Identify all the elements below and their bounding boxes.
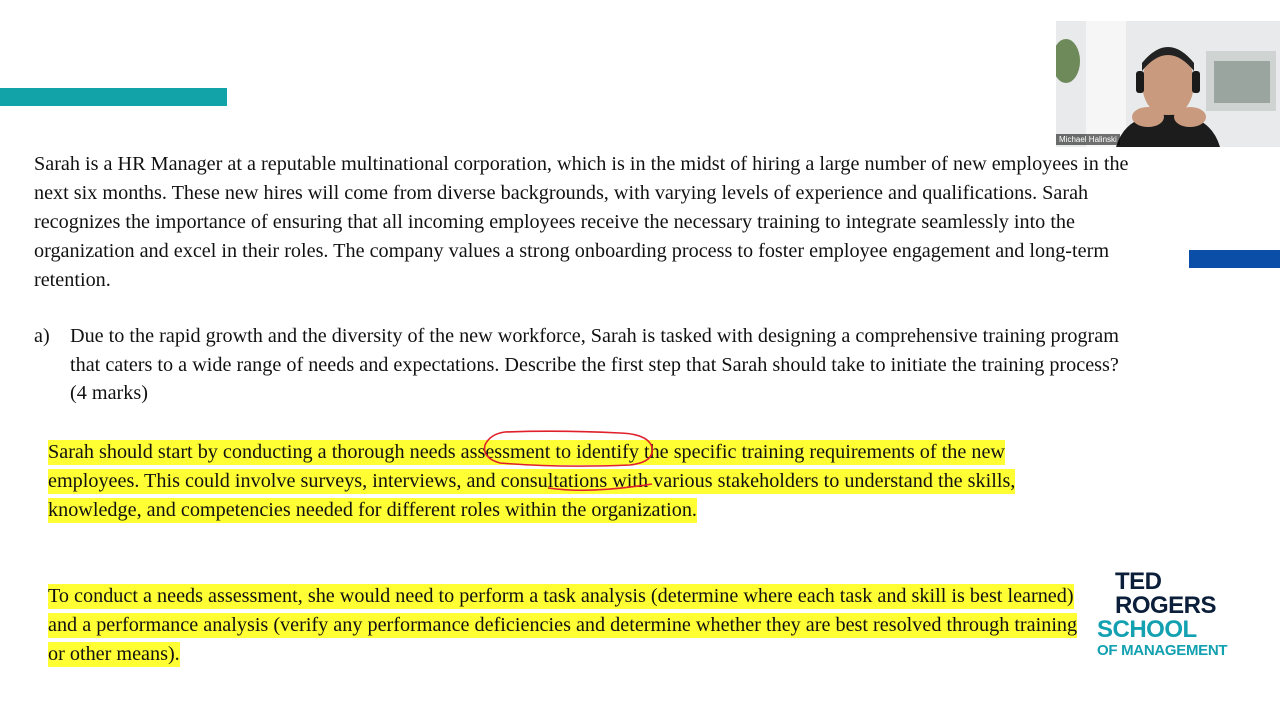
logo-line-school: SCHOOL [1097,616,1197,643]
answer-text-2: To conduct a needs assessment, she would need to perform a task analysis (determine where each task and skill is best learned) and a performance analysis (verify any performance deficiencies and determine whether they are best resolved through training or other means). [48,585,1078,665]
answer-paragraph-2 [48,582,1088,669]
scenario-paragraph: Sarah is a HR Manager at a reputable multinational corporation, which is in the midst of hiring a large number of new employees in the next six months. These new hires will come from diverse backgrounds, with varying levels of experience and qualifications. Sarah recognizes the importance of ensuring that all incoming employees receive the necessary training to integrate seamlessly into the organization and excel in their roles. The company values a strong onboarding process to foster employee engagement and long-term retention. [34,153,1129,291]
webcam-video [1056,21,1280,147]
blue-accent-bar [1189,250,1280,268]
question-label: a) [34,325,50,347]
logo-line-management: OF MANAGEMENT [1097,642,1228,659]
question-text: Due to the rapid growth and the diversity of the new workforce, Sarah is tasked with designing a comprehensive training program that caters to a wide range of needs and expectations. Describe the first step that Sarah should take to initiate the training process? (4 marks) [70,325,1119,405]
answer-text-1: Sarah should start by conducting a thorough needs assessment to identify the specific training requirements of the new employees. This could involve surveys, interviews, and consultations with various stakeholders to understand the skills, knowledge, and competencies needed for different roles within the organization. [48,441,1016,521]
webcam-tile[interactable] [1056,21,1280,147]
scenario-text [34,150,1144,295]
answer-paragraph-1 [48,438,1088,525]
participant-name: Michael Halinski [1056,134,1120,145]
teal-accent-bar [0,88,227,106]
ted-rogers-logo [1097,570,1247,658]
logo-line-ted: TED [1115,568,1162,595]
question-a [34,322,1134,408]
logo-line-rogers: ROGERS [1115,592,1217,619]
